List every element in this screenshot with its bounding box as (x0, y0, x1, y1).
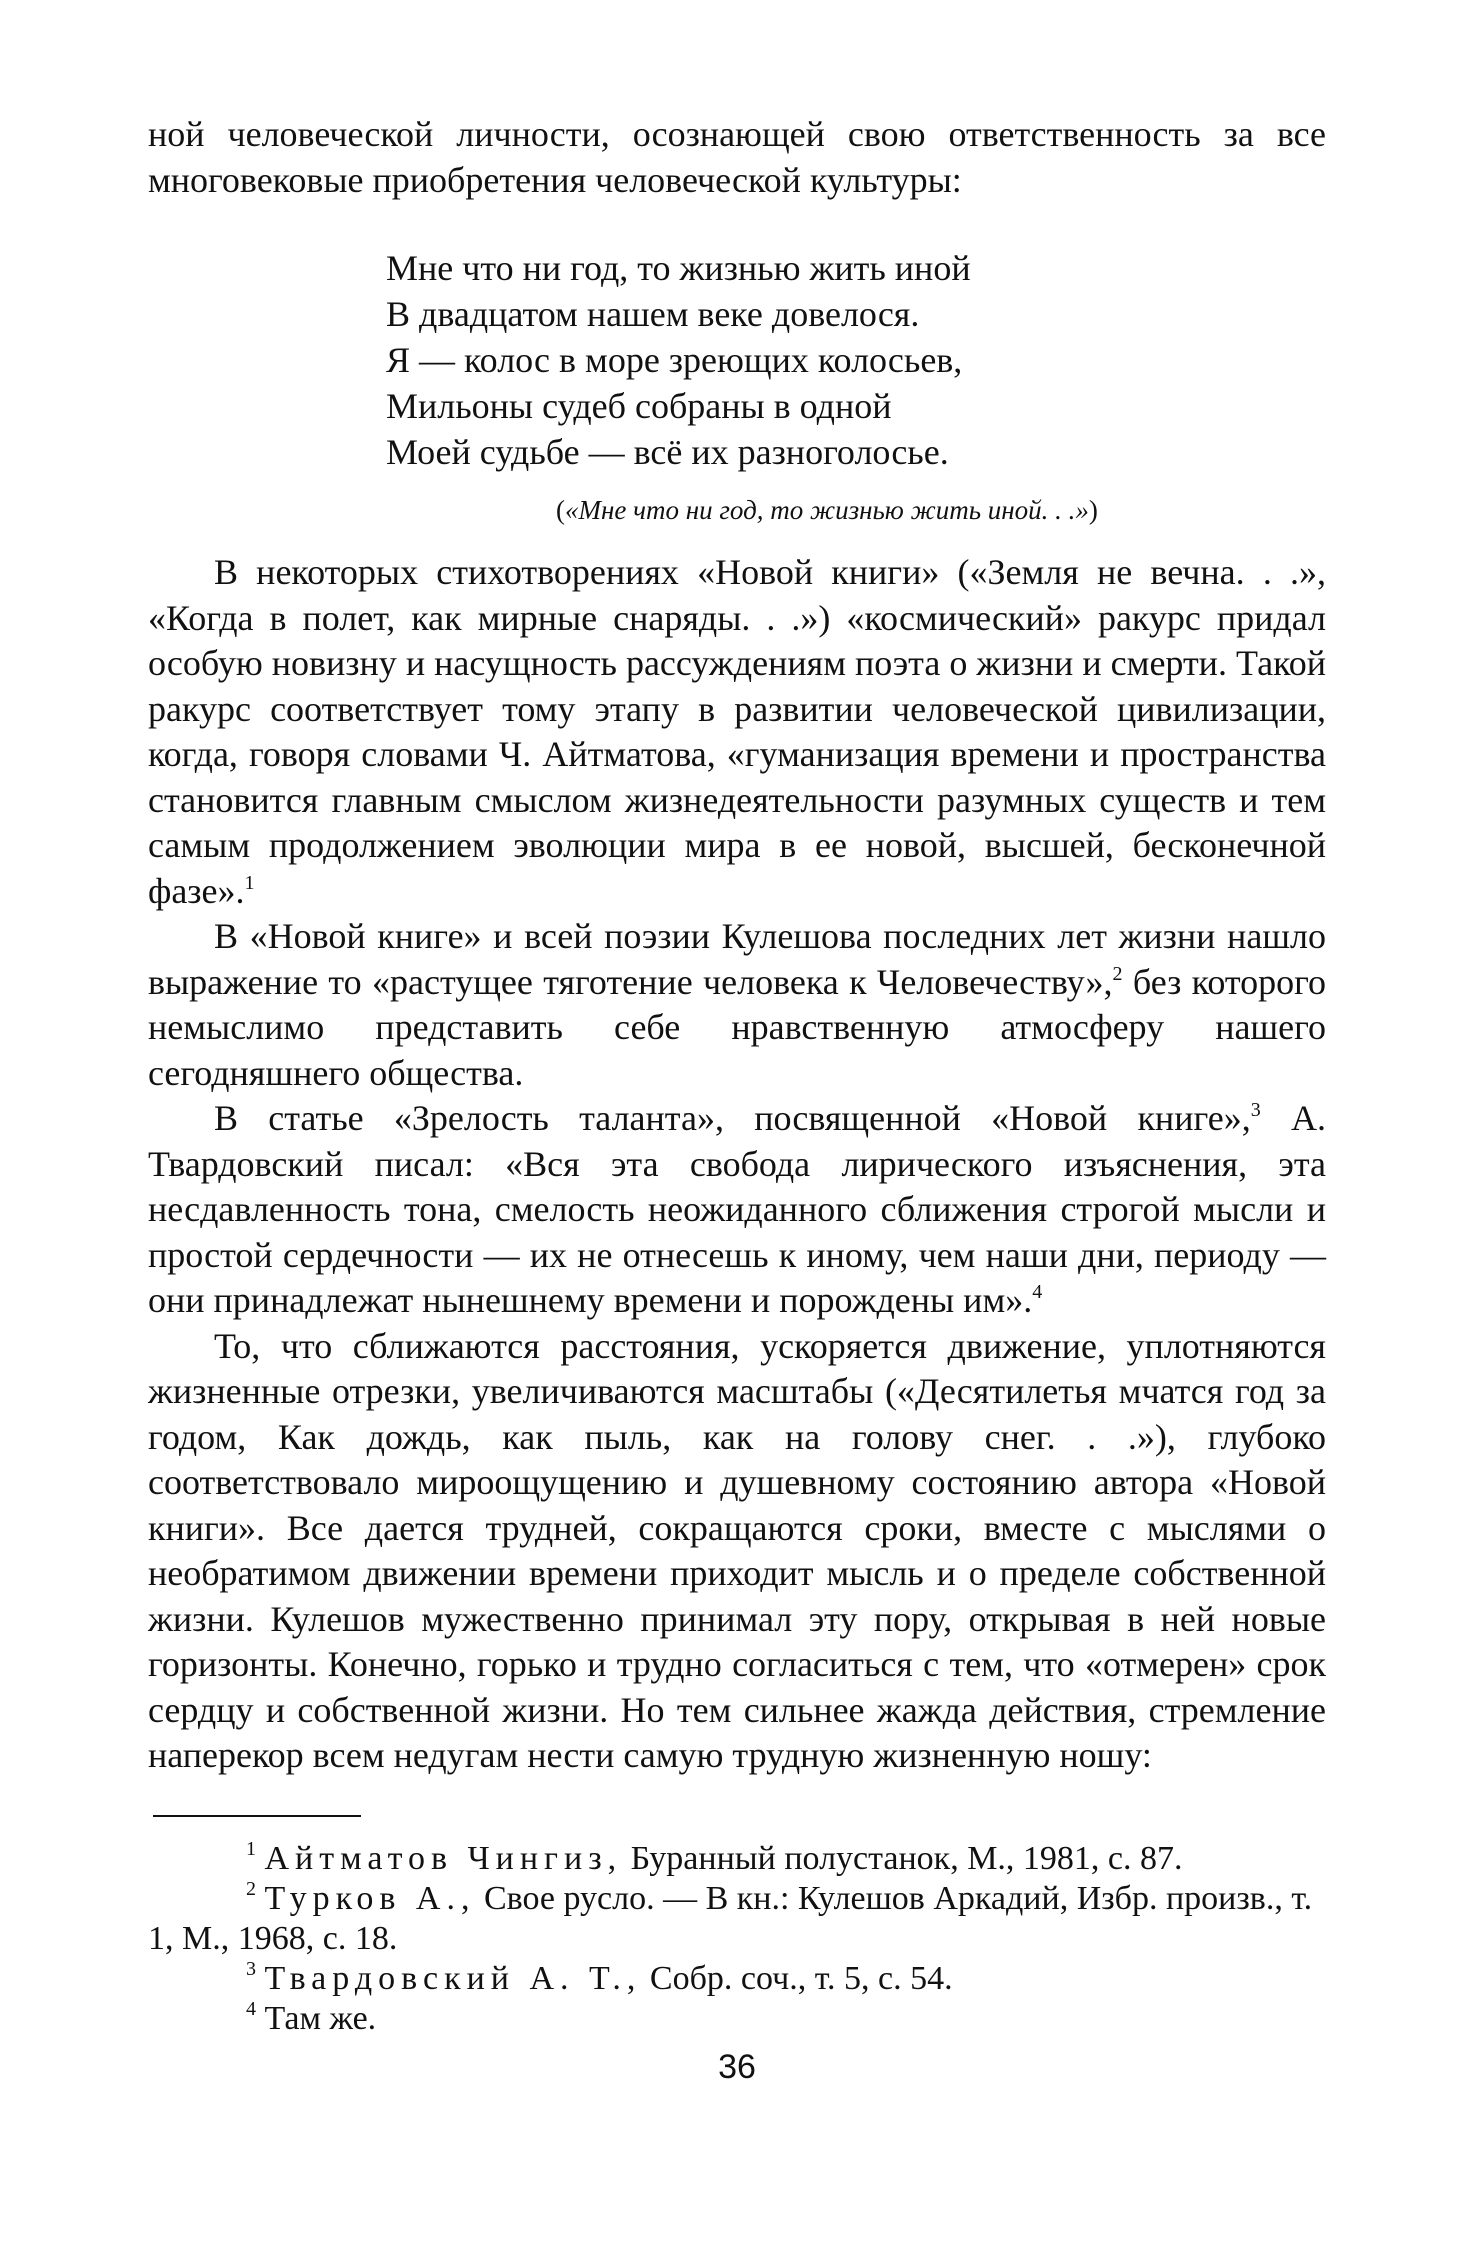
poem-line: Моей судьбе — всё их разноголосье. (386, 432, 949, 472)
footnote: $^3$ Твардовский А. Т., Собр. соч., т. 5, с. 54. (246, 1957, 953, 1997)
footnote-ref: 1 (244, 871, 255, 894)
paragraph: В статье «Зрелость таланта», посвященной «Новой книге»,$^3$ А. Твардовский писал: «Вся эта свобода лирического изъяснения, эта несдавленность тона, смелость неожиданного сближения строгой мысли и простой сердечности — их не отнесешь к иному, чем наши дни, периоду — они принадлежат нынешнему времени и порождены им».$^4$ (148, 1098, 1326, 1320)
poem-source: («Мне что ни год, то жизнью жить иной. . .») (556, 495, 1098, 525)
footnote: $^4$ Там же. (246, 1997, 377, 2037)
poem-line: Я — колос в море зреющих колосьев, (386, 340, 963, 380)
paragraph: В «Новой книге» и всей поэзии Кулешова последних лет жизни нашло выражение то «растущее тяготение человека к Человечеству»,$^2$ без которого немыслимо представить себе нравственную атмосферу нашего сегодняшнего общества. (148, 916, 1326, 1093)
footnote: $^1$ Айтматов Чингиз, Буранный полустанок, М., 1981, с. 87. (246, 1837, 1183, 1877)
footnote-ref: 2 (1112, 962, 1123, 985)
poem-line: Мне что ни год, то жизнью жить иной (386, 248, 971, 288)
poem-line: Мильоны судеб собраны в одной (386, 386, 892, 426)
poem-stanza (386, 245, 1326, 475)
page (148, 112, 1326, 2086)
page-number: 36 (718, 2048, 756, 2086)
footnotes (148, 1839, 1326, 2039)
paragraph: То, что сближаются расстояния, ускоряется движение, уплотняются жизненные отрезки, увеличиваются масштабы («Десятилетья мчатся год за годом, Как дождь, как пыль, как на голову снег. . .»), глубоко соответствовало мироощущению и душевному состоянию автора «Новой книги». Все дается трудней, сокращаются сроки, вместе с мыслями о необратимом движении времени приходит мысль и о пределе собственной жизни. Кулешов мужественно принимал эту пору, открывая в ней новые горизонты. Конечно, горько и трудно согласиться с тем, что «отмерен» срок сердцу и собственной жизни. Но тем сильнее жажда действия, стремление наперекор всем недугам нести самую трудную жизненную ношу: (148, 1325, 1326, 1775)
paragraph: В некоторых стихотворениях «Новой книги» («Земля не вечна. . .», «Когда в полет, как мирные снаряды. . .») «космический» ракурс придал особую новизну и насущность рассуждениям поэта о жизни и смерти. Такой ракурс соответствует тому этапу в развитии человеческой цивилизации, когда, говоря словами Ч. Айтматова, «гуманизация времени и пространства становится главным смыслом жизнедеятельности разумных существ и тем самым продолжением эволюции мира в ее новой, высшей, бесконечной фазе».$^1$ (148, 552, 1326, 911)
paragraph-continued: ной человеческой личности, осознающей свою ответственность за все многовековые приобретения человеческой культуры: (148, 114, 1326, 200)
footnote-ref: 3 (1250, 1099, 1261, 1121)
footnote-divider (153, 1815, 361, 1817)
footnote: $^2$ Турков А., Свое русло. — В кн.: Кулешов Аркадий, Избр. произв., т. 1, М., 1968, с. 18. (148, 1877, 1313, 1957)
footnote-ref: 4 (1032, 1281, 1043, 1303)
poem-line: В двадцатом нашем веке довелося. (386, 294, 920, 334)
poem-source-title: «Мне что ни год, то жизнью жить иной. . .» (565, 495, 1089, 525)
